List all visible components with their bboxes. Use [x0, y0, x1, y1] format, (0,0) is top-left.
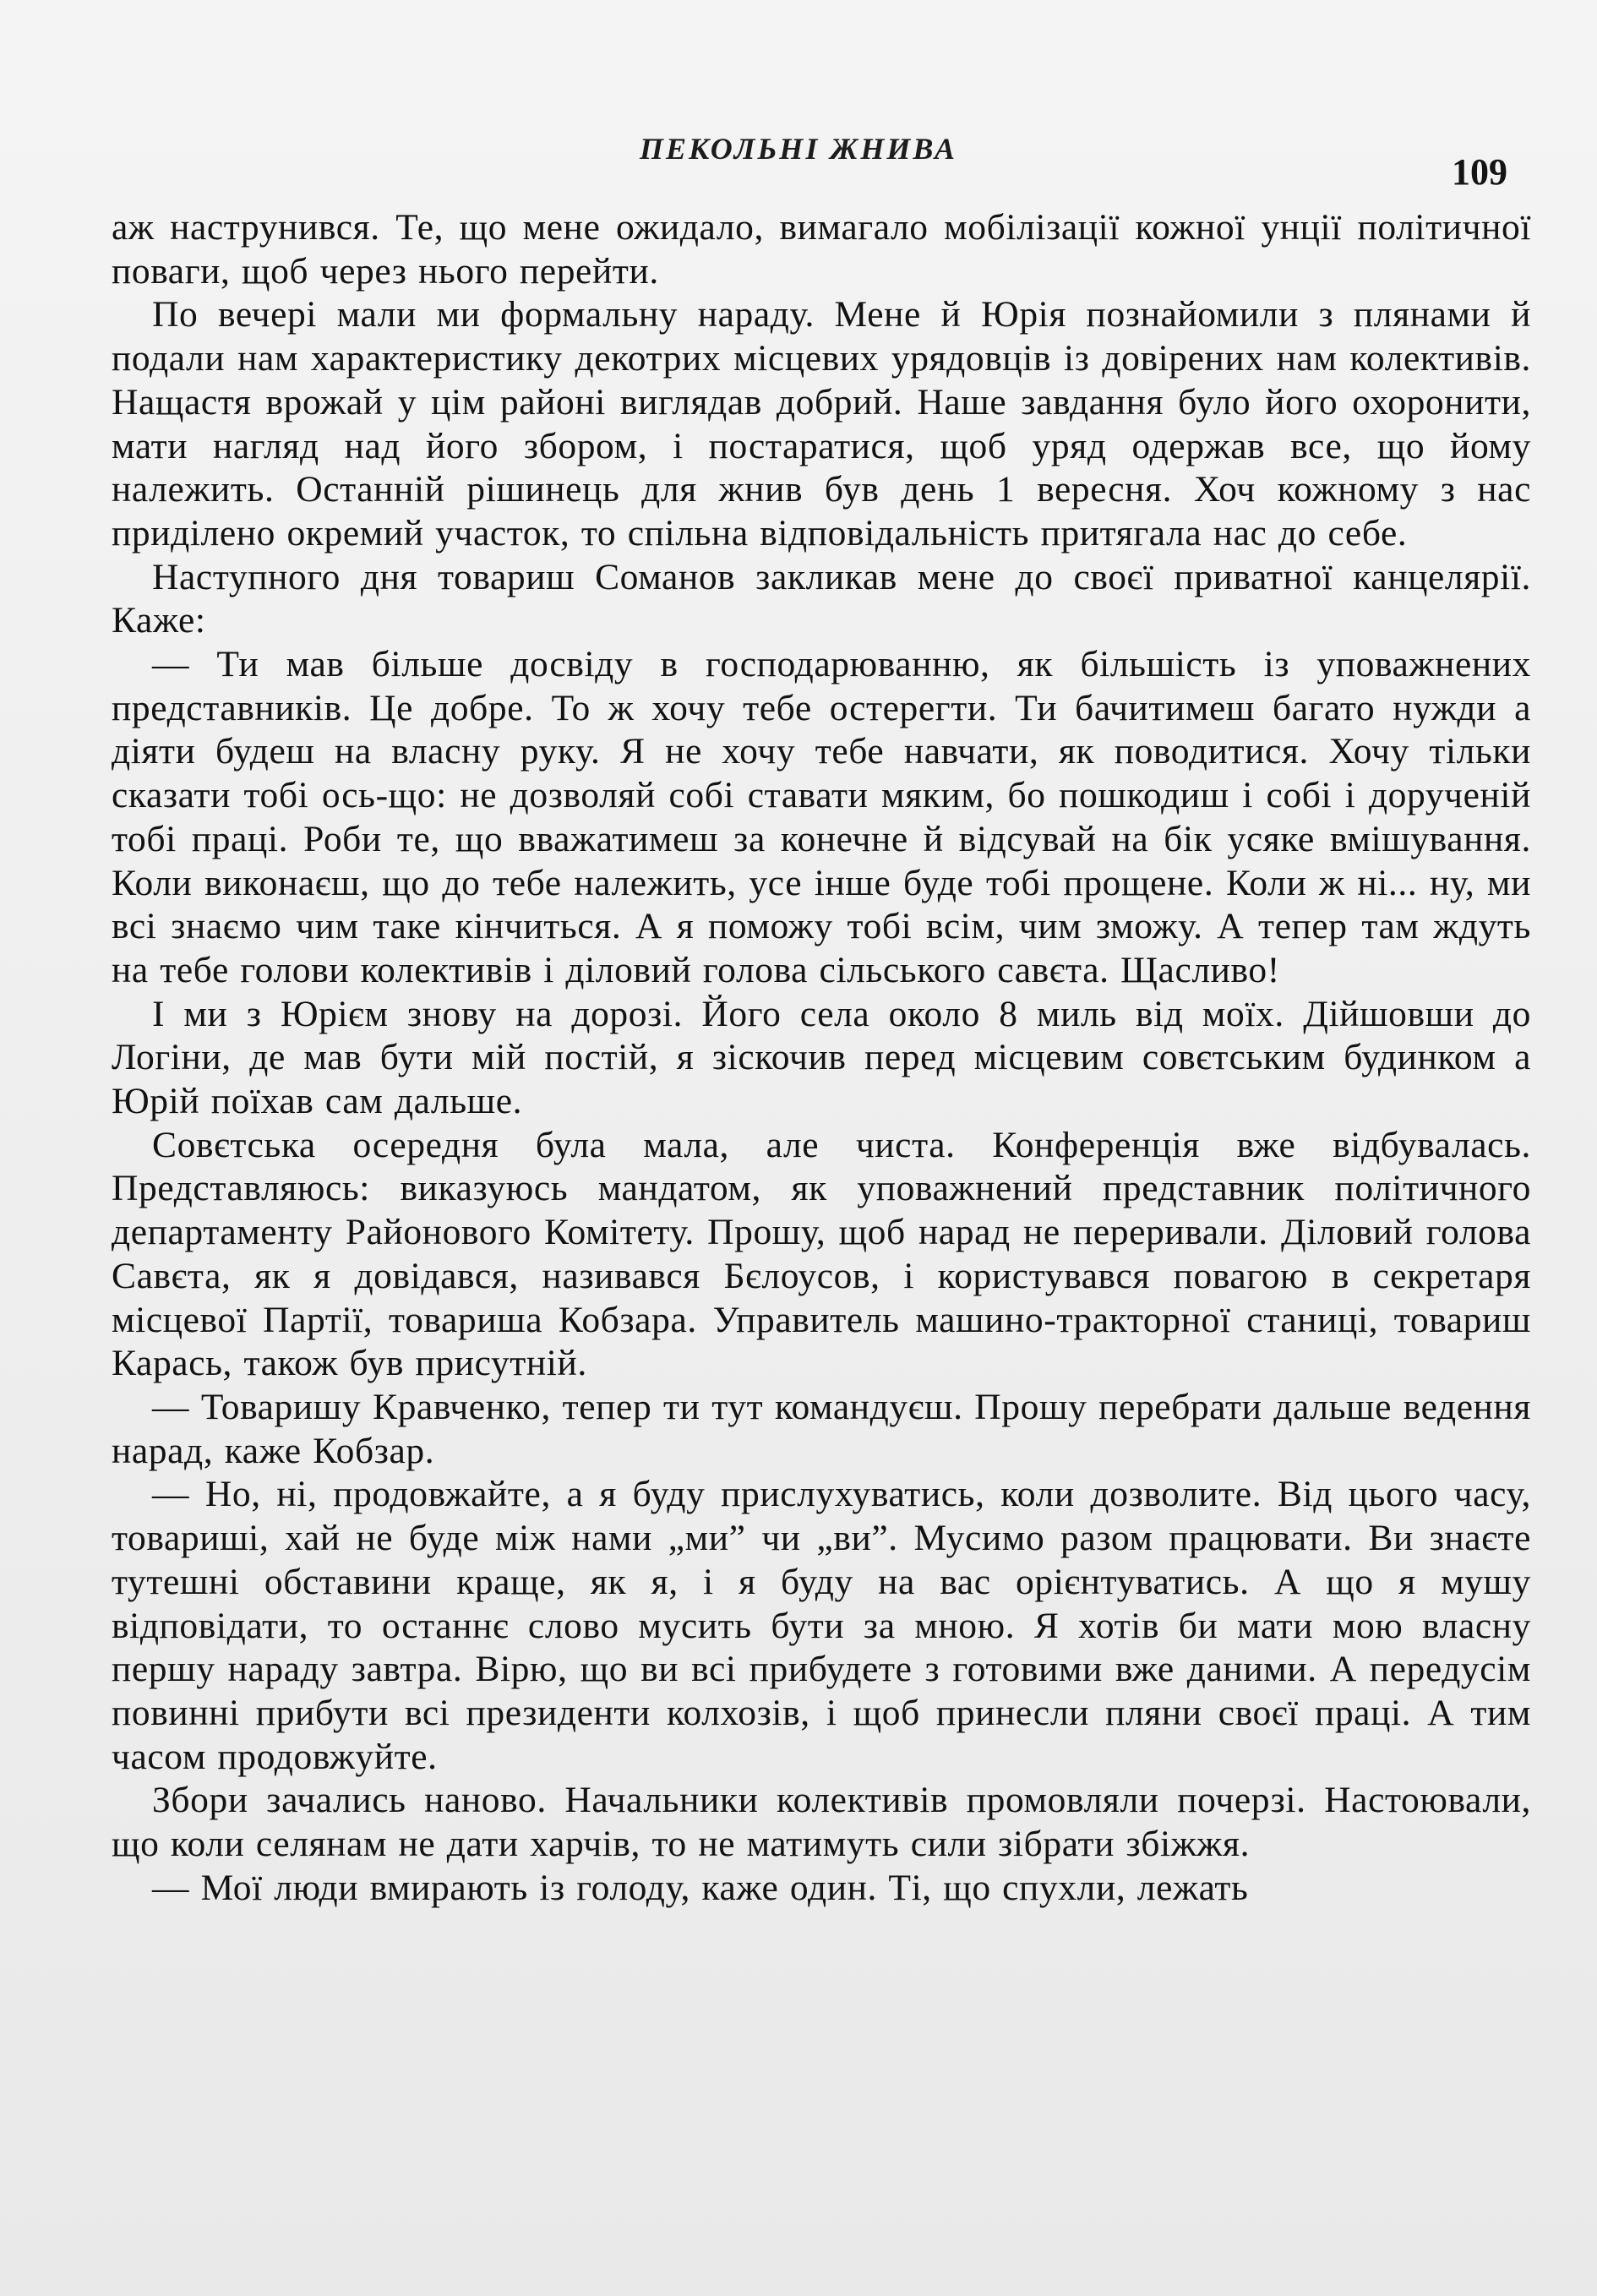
dialogue-paragraph: — Товаришу Кравченко, тепер ти тут командуєш. Прошу перебрати дальше ведення нарад, каже Кобзар.: [112, 1386, 1531, 1471]
dialogue-paragraph: — Но, ні, продовжайте, а я буду прислухуватись, коли дозволите. Від цього часу, товариші, хай не буде між нами „ми” чи „ви”. Мусимо разом працювати. Ви знаєте тутешні обставини краще, як я, і я буду на вас орієнтуватись. А що я мушу відповідати, то останнє слово мусить бути за мною. Я хотів би мати мою власну першу нараду завтра. Вірю, що ви всі прибудете з готовими вже даними. А передусім повинні прибути всі президенти колхозів, і щоб принесли пляни своєї праці. А тим часом продовжуйте.: [112, 1474, 1531, 1777]
page-number: 109: [1452, 151, 1507, 193]
dialogue-paragraph: — Ти мав більше досвіду в господарюванню, як більшість із уповажнених представників. Це добре. То ж хочу тебе остерегти. Ти бачитимеш багато нужди а діяти будеш на власну руку. Я не хочу тебе навчати, як поводитися. Хочу тільки сказати тобі ось-що: не дозволяй собі ставати мяким, бо пошкодиш і собі і дорученій тобі праці. Роби те, що вважатимеш за конечне й відсувай на бік усяке вмішування. Коли виконаєш, що до тебе належить, усе інше буде тобі прощене. Коли ж ні... ну, ми всі знаємо чим таке кінчиться. А я поможу тобі всім, чим зможу. А тепер там ждуть на тебе голови колективів і діловий голова сільського савєта. Щасливо!: [112, 644, 1531, 990]
paragraph: Наступного дня товариш Соманов закликав мене до своєї приватної канцелярії. Каже:: [112, 556, 1531, 641]
dialogue-paragraph: — Мої люди вмирають із голоду, каже один. Ті, що спухли, лежать: [152, 1867, 1249, 1908]
running-title: ПЕКОЛЬНІ ЖНИВА: [639, 132, 958, 166]
paragraph: Совєтська осередня була мала, але чиста. Конференція вже відбувалась. Представляюсь: виказуюсь мандатом, як уповажнений представник політичного департаменту Районового Комітету. Прошу, щоб нарад не переривали. Діловий голова Савєта, як я довідався, називався Бєлоусов, і користувався повагою в секретаря місцевої Партії, товариша Кобзара. Управитель машино-тракторної станиці, товариш Карась, також був присутній.: [112, 1124, 1531, 1384]
body-text: [112, 206, 1531, 1910]
paragraph: Збори зачались наново. Начальники колективів промовляли почерзі. Настоювали, що коли селянам не дати харчів, то не матимуть сили зібрати збіжжя.: [112, 1780, 1531, 1865]
paragraph: По вечері мали ми формальну нараду. Мене й Юрія познайомили з плянами й подали нам характеристику декотрих місцевих урядовців із довірених нам колективів. Нащастя врожай у цім районі виглядав добрий. Наше завдання було його охоронити, мати нагляд над його збором, і постаратися, щоб уряд одержав все, що йому належить. Останній рішинець для жнив був день 1 вересня. Хоч кожному з нас приділено окремий участок, то спільна відповідальність притягала нас до себе.: [112, 294, 1531, 554]
paragraph: аж наструнився. Те, що мене ожидало, вимагало мобілізації кожної унції політичної поваги, щоб через нього перейти.: [112, 207, 1531, 292]
paragraph: І ми з Юрієм знову на дорозі. Його села около 8 миль від моїх. Дійшовши до Логіни, де мав бути мій постій, я зіскочив перед місцевим совєтським будинком а Юрій поїхав сам дальше.: [112, 993, 1531, 1122]
